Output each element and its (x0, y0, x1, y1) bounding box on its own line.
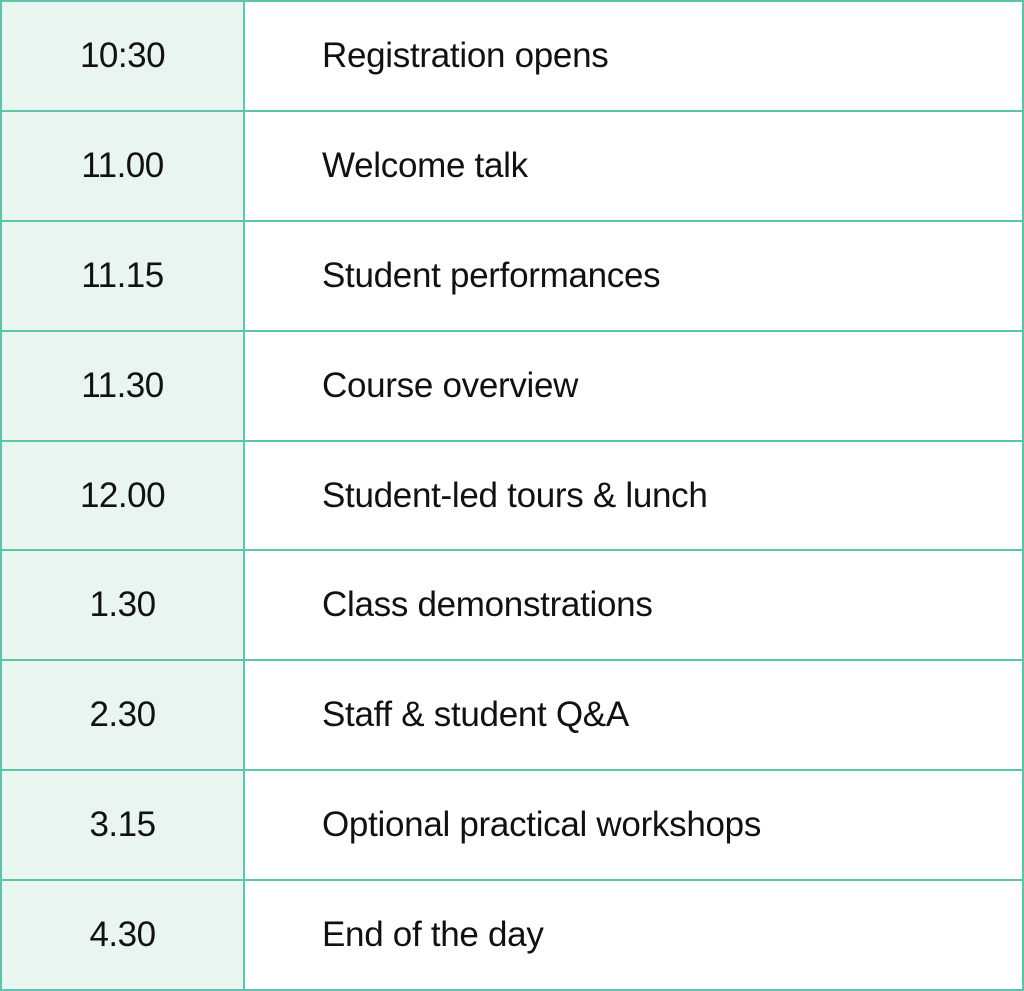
event-cell: Staff & student Q&A (322, 695, 629, 735)
time-cell: 1.30 (2, 551, 245, 659)
event-cell: Registration opens (322, 35, 609, 75)
event-cell: Course overview (322, 365, 579, 405)
event-cell: Student-led tours & lunch (322, 475, 708, 515)
time-cell: 11.00 (2, 112, 245, 220)
table-row (2, 442, 1022, 552)
table-row (2, 112, 1022, 222)
time-cell: 11.30 (2, 332, 245, 440)
table-row (2, 2, 1022, 112)
time-cell: 10:30 (2, 2, 245, 110)
event-cell: Student performances (322, 255, 661, 295)
table-row (2, 332, 1022, 442)
time-cell: 12.00 (2, 442, 245, 550)
event-cell: End of the day (322, 915, 544, 955)
event-cell: Welcome talk (322, 145, 528, 185)
table-row (2, 551, 1022, 661)
event-cell: Optional practical workshops (322, 805, 762, 845)
time-cell: 4.30 (2, 881, 245, 989)
time-cell: 2.30 (2, 661, 245, 769)
table-row (2, 881, 1022, 989)
table-row (2, 771, 1022, 881)
time-cell: 11.15 (2, 222, 245, 330)
table-row (2, 222, 1022, 332)
event-cell: Class demonstrations (322, 585, 653, 625)
table-row (2, 661, 1022, 771)
time-cell: 3.15 (2, 771, 245, 879)
